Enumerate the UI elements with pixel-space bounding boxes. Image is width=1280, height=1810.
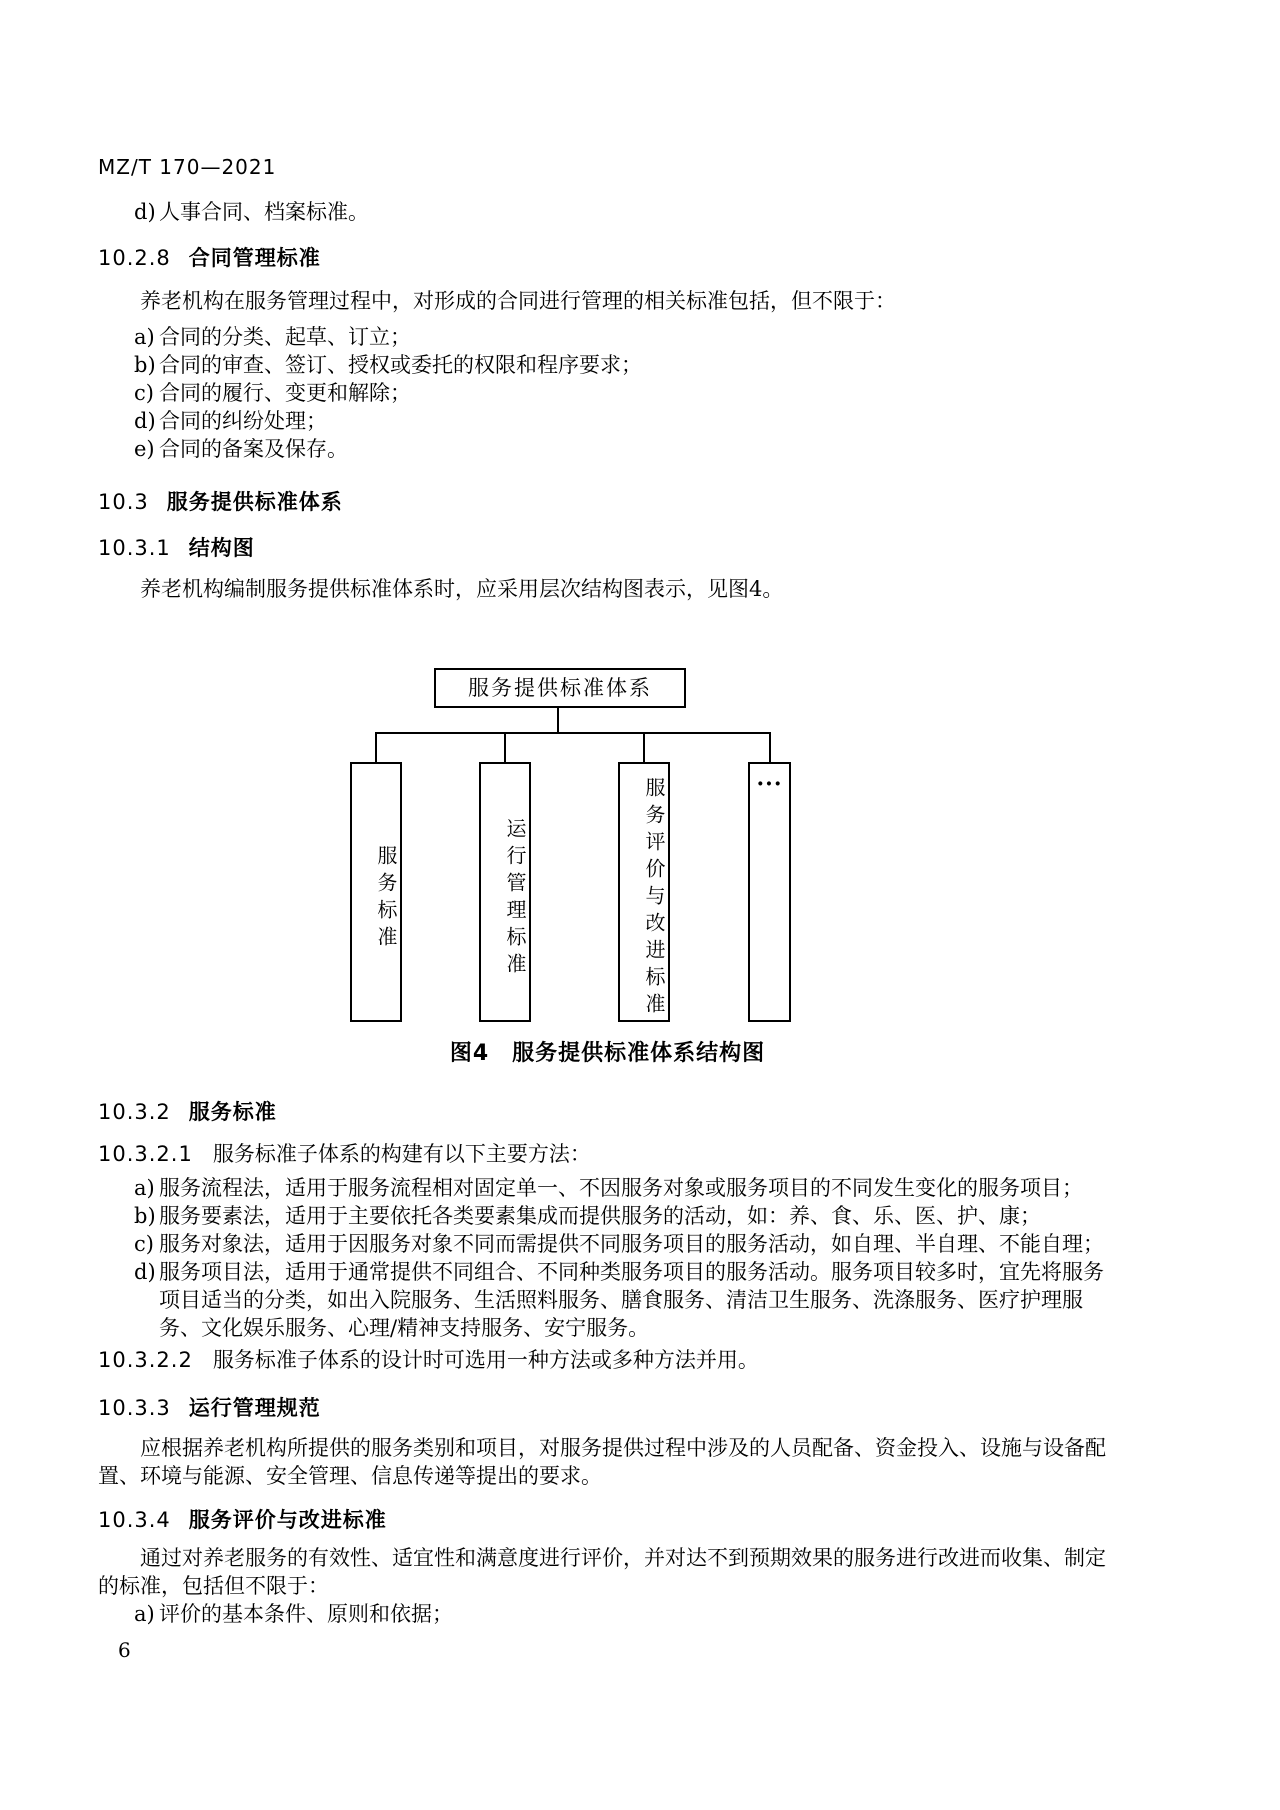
heading-title: 服务提供标准体系: [166, 490, 343, 514]
heading-10-3: [98, 488, 1117, 516]
list-item: [98, 351, 1117, 379]
clause-text: 服务标准子体系的构建有以下主要方法：: [212, 1142, 591, 1166]
list-item-label: a): [134, 325, 155, 349]
list-item-text: 合同的分类、起草、订立；: [159, 325, 411, 349]
diagram-connector-stem: [557, 708, 559, 733]
paragraph: 应根据养老机构所提供的服务类别和项目，对服务提供过程中涉及的人员配备、资金投入、设施与设备配置、环境与能源、安全管理、信息传递等提出的要求。: [98, 1436, 1106, 1488]
paragraph: 养老机构编制服务提供标准体系时，应采用层次结构图表示，见图4。: [140, 577, 784, 601]
diagram-connector-drop: [504, 732, 506, 764]
list-item: [98, 1600, 1117, 1628]
diagram-child-box-service-standards: 服务标准: [350, 762, 402, 1022]
clause-text: 服务标准子体系的设计时可选用一种方法或多种方法并用。: [212, 1348, 759, 1372]
heading-title: 结构图: [188, 536, 255, 560]
diagram-root-box: 服务提供标准体系: [434, 668, 686, 708]
heading-10-3-4: [98, 1506, 1117, 1534]
list-item-text: 服务流程法，适用于服务流程相对固定单一、不因服务对象或服务项目的不同发生变化的服务项目；: [159, 1176, 1083, 1200]
clause-number: 10.3.2.1: [98, 1142, 193, 1166]
clause-10-3-2-1: [98, 1140, 1117, 1168]
paragraph: 养老机构在服务管理过程中，对形成的合同进行管理的相关标准包括，但不限于：: [140, 289, 896, 313]
list-item: [98, 1174, 1117, 1202]
diagram-child-box-ellipsis: ···: [748, 762, 791, 1022]
figure-4-diagram: [98, 668, 1117, 1072]
list-item-text: 合同的审查、签订、授权或委托的权限和程序要求；: [159, 353, 642, 377]
diagram-child-box-operation-management: 运行管理标准: [479, 762, 531, 1022]
diagram-child-box-evaluation-improvement: 服务评价与改进标准: [618, 762, 670, 1022]
list-item-label: a): [134, 1176, 155, 1200]
heading-number: 10.2.8: [98, 246, 171, 270]
list-item: [98, 435, 1117, 463]
clause-10-3-2-2: [98, 1346, 1117, 1374]
paragraph: 通过对养老服务的有效性、适宜性和满意度进行评价，并对达不到预期效果的服务进行改进而收集、制定的标准，包括但不限于：: [98, 1546, 1106, 1598]
list-item-text: 合同的履行、变更和解除；: [159, 381, 411, 405]
list-item-text: 服务对象法，适用于因服务对象不同而需提供不同服务项目的服务活动，如自理、半自理、不能自理；: [159, 1232, 1104, 1256]
list-item-label: b): [134, 353, 156, 377]
heading-number: 10.3.2: [98, 1100, 171, 1124]
heading-10-3-1: [98, 534, 1117, 562]
heading-10-3-3: [98, 1394, 1117, 1422]
figure-caption: 图4 服务提供标准体系结构图: [449, 1041, 766, 1066]
list-item-label: a): [134, 1602, 155, 1626]
list-item: [98, 1230, 1117, 1258]
diagram-connector-drop: [769, 732, 771, 764]
heading-number: 10.3.3: [98, 1396, 171, 1420]
list-10-2-8: [98, 323, 1117, 463]
list-item-label: c): [134, 1232, 154, 1256]
list-item: [98, 323, 1117, 351]
heading-title: 服务评价与改进标准: [188, 1508, 387, 1532]
list-item: [98, 407, 1117, 435]
heading-10-2-8: [98, 244, 1117, 272]
heading-title: 运行管理规范: [188, 1396, 321, 1420]
list-item: [98, 379, 1117, 407]
page-number: 6: [118, 1638, 131, 1662]
list-item-text: 评价的基本条件、原则和依据；: [159, 1602, 453, 1626]
diagram-connector-drop: [375, 732, 377, 764]
list-10-3-4: [98, 1600, 1117, 1628]
document-number-header: MZ/T 170—2021: [98, 155, 277, 179]
heading-title: 服务标准: [188, 1100, 277, 1124]
heading-number: 10.3.1: [98, 536, 171, 560]
list-item-text: 服务项目法，适用于通常提供不同组合、不同种类服务项目的服务活动。服务项目较多时，宜先将服务项目适当的分类，如出入院服务、生活照料服务、膳食服务、清洁卫生服务、洗涤服务、医疗护理服务、文化娱乐服务、心理/精神支持服务、安宁服务。: [159, 1260, 1104, 1340]
list-item-text: 合同的备案及保存。: [159, 437, 348, 461]
list-item-text: 人事合同、档案标准。: [159, 200, 369, 224]
list-item-label: d): [134, 200, 156, 224]
diagram-connector-drop: [643, 732, 645, 764]
list-item-label: d): [134, 1260, 156, 1284]
list-item-label: d): [134, 409, 156, 433]
heading-number: 10.3: [98, 490, 149, 514]
list-item-label: b): [134, 1204, 156, 1228]
list-item-label: e): [134, 437, 155, 461]
list-item: [98, 1258, 1117, 1342]
list-item-text: 合同的纠纷处理；: [159, 409, 327, 433]
clause-number: 10.3.2.2: [98, 1348, 193, 1372]
heading-title: 合同管理标准: [188, 246, 321, 270]
list-10-3-2: [98, 1174, 1117, 1342]
list-item: [98, 198, 1117, 226]
diagram-connector-bar: [375, 732, 771, 734]
heading-10-3-2: [98, 1098, 1117, 1126]
list-item-label: c): [134, 381, 154, 405]
list-item: [98, 1202, 1117, 1230]
heading-number: 10.3.4: [98, 1508, 171, 1532]
list-item-text: 服务要素法，适用于主要依托各类要素集成而提供服务的活动，如：养、食、乐、医、护、康；: [159, 1204, 1041, 1228]
